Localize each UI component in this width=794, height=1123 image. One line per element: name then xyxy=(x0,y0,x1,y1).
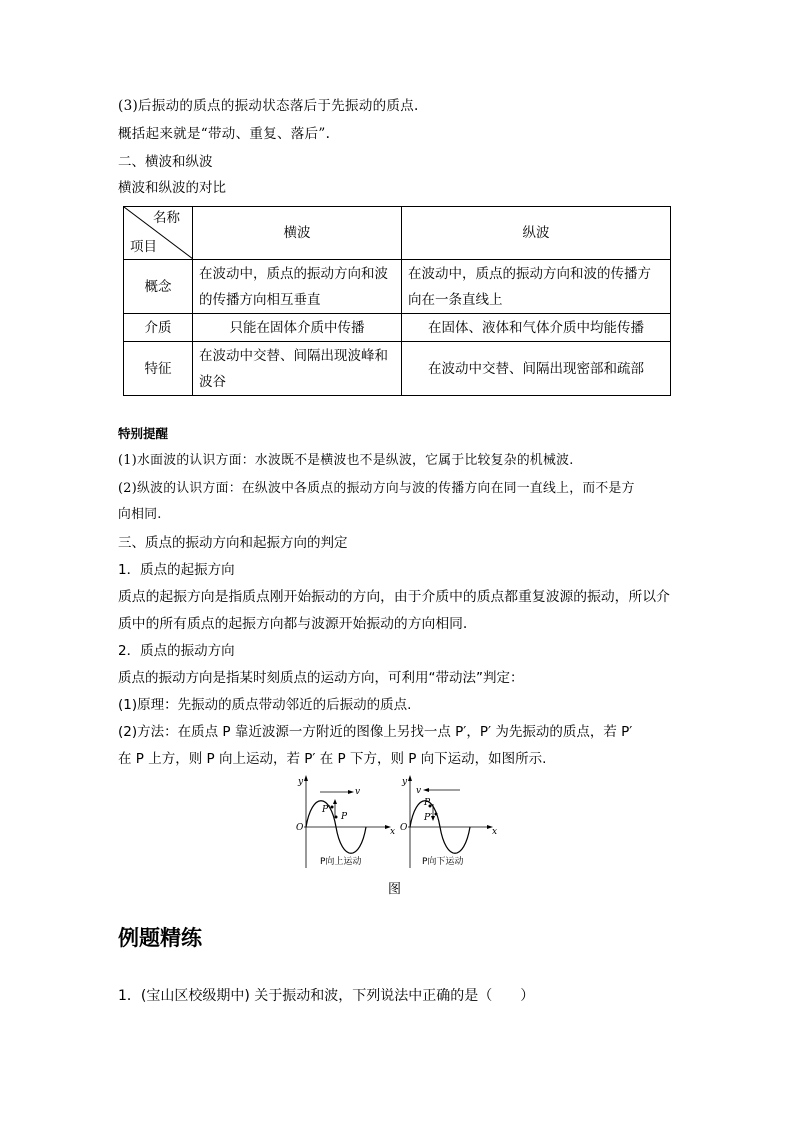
table-cell: 只能在固体介质中传播 xyxy=(193,314,402,342)
wave-figure xyxy=(290,772,500,872)
velocity-label: v xyxy=(355,787,361,797)
point-p-prime-label: P′ xyxy=(424,813,433,823)
figure-label: 图 xyxy=(388,882,402,897)
header-item: 项目 xyxy=(130,239,157,255)
origin-label: O xyxy=(400,823,408,833)
y-axis-label: y xyxy=(298,777,304,787)
table-cell: 在波动中，质点的振动方向和波的传播方向在一条直线上 xyxy=(402,260,671,314)
paragraph-line: 质点的起振方向是指质点刚开始振动的方向，由于介质中的质点都重复波源的振动，所以介 xyxy=(118,589,670,605)
question-1: 1．(宝山区校级期中) 关于振动和波，下列说法中正确的是（ ） xyxy=(118,988,535,1004)
velocity-label: v xyxy=(416,786,422,796)
row-label: 概念 xyxy=(124,260,193,314)
paragraph-line: 在 P 上方，则 P 向上运动，若 P′ 在 P 下方，则 P 向下运动，如图所示. xyxy=(118,751,547,767)
text-line: (3)后振动的质点的振动状态落后于先振动的质点. xyxy=(118,98,419,114)
subheading: 2．质点的振动方向 xyxy=(118,643,235,659)
row-label: 特征 xyxy=(124,342,193,396)
comparison-table xyxy=(123,206,671,396)
y-axis-label: y xyxy=(402,777,408,787)
header-name: 名称 xyxy=(153,210,180,226)
table-cell: 在波动中交替、间隔出现密部和疏部 xyxy=(402,342,671,396)
origin-label: O xyxy=(296,823,304,833)
section-title: 例题精练 xyxy=(118,926,202,950)
row-label: 介质 xyxy=(124,314,193,342)
subheading: 1．质点的起振方向 xyxy=(118,562,235,578)
x-axis-label: x xyxy=(390,827,396,837)
text-line: 概括起来就是“带动、重复、落后”. xyxy=(118,126,331,142)
note-line: (2)纵波的认识方面：在纵波中各质点的振动方向与波的传播方向在同一直线上，而不是方 xyxy=(118,481,635,496)
table-caption: 横波和纵波的对比 xyxy=(118,180,226,196)
point-p-label: P xyxy=(424,798,431,808)
point-p-label: P xyxy=(341,812,348,822)
left-caption: P向上运动 xyxy=(320,857,362,867)
table-cell: 在固体、液体和气体介质中均能传播 xyxy=(402,314,671,342)
left-panel xyxy=(296,775,395,868)
paragraph-line: (2)方法：在质点 P 靠近波源一方附近的图像上另找一点 P′，P′ 为先振动的质点，若 P′ xyxy=(118,724,633,740)
header-transverse: 横波 xyxy=(193,207,402,260)
point-p-prime-label: P′ xyxy=(322,805,331,815)
right-caption: P向下运动 xyxy=(422,857,464,867)
table-header-diagonal-cell xyxy=(124,207,193,260)
right-panel xyxy=(400,775,497,868)
paragraph-line: 质中的所有质点的起振方向都与波源开始振动的方向相同. xyxy=(118,616,468,632)
table-cell: 在波动中交替、间隔出现波峰和波谷 xyxy=(193,342,402,396)
paragraph-line: (1)原理：先振动的质点带动邻近的后振动的质点. xyxy=(118,697,412,713)
heading-direction: 三、质点的振动方向和起振方向的判定 xyxy=(118,535,348,551)
note-line: (1)水面波的认识方面：水波既不是横波也不是纵波，它属于比较复杂的机械波. xyxy=(118,453,574,468)
table-cell: 在波动中，质点的振动方向和波的传播方向相互垂直 xyxy=(193,260,402,314)
note-line: 向相同. xyxy=(118,507,162,522)
heading-transverse-longitudinal: 二、横波和纵波 xyxy=(118,154,213,170)
note-title: 特别提醒 xyxy=(118,426,169,441)
x-axis-label: x xyxy=(492,827,498,837)
header-longitudinal: 纵波 xyxy=(402,207,671,260)
paragraph-line: 质点的振动方向是指某时刻质点的运动方向，可利用“带动法”判定： xyxy=(118,670,524,686)
